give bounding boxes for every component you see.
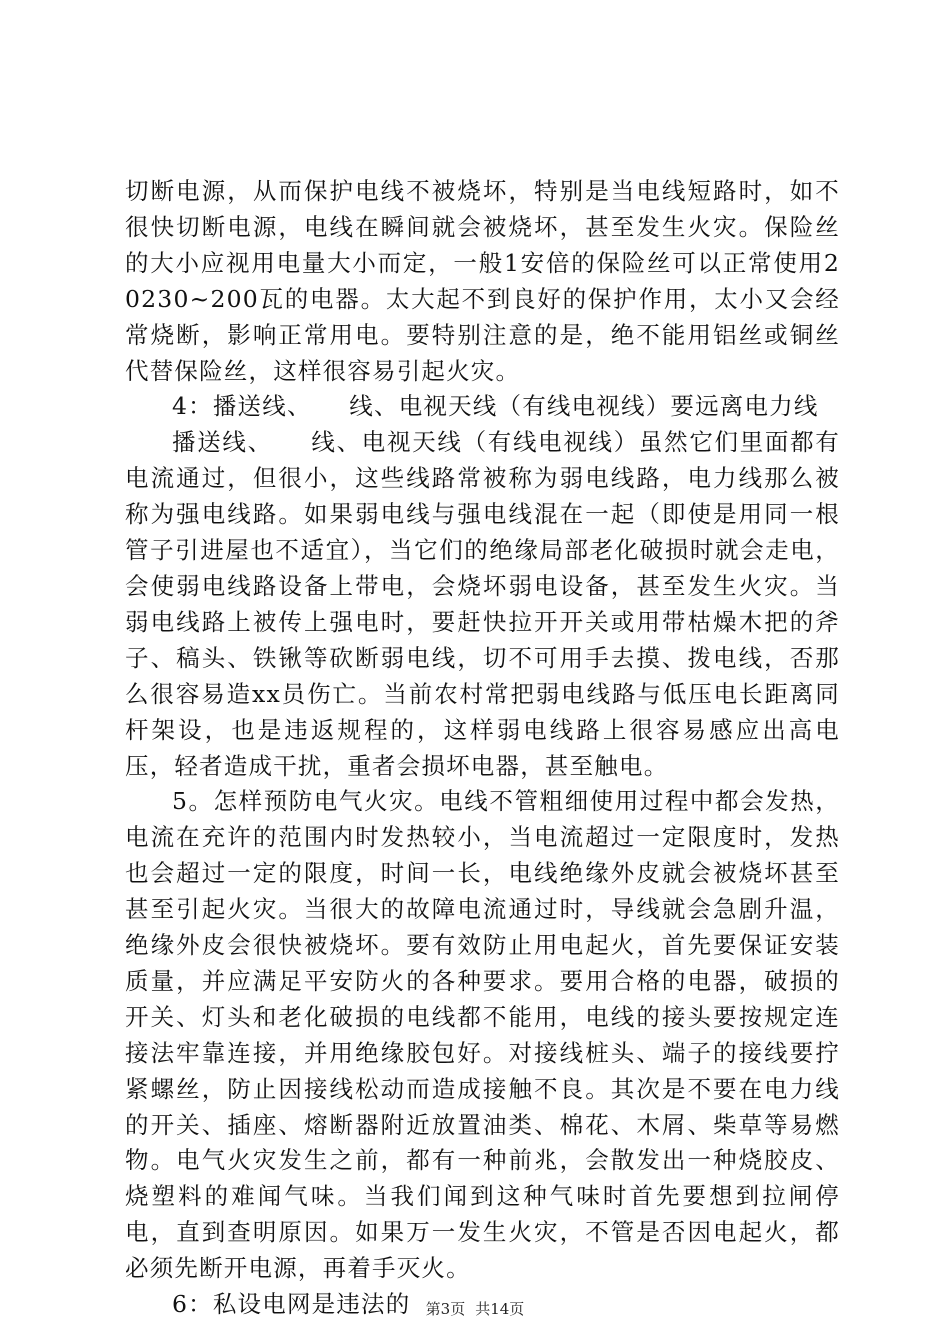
page-footer	[0, 1299, 950, 1319]
heading-item-4-weak-current-lines: 4：播送线、 线、电视天线（有线电视线）要远离电力线	[172, 392, 819, 421]
paragraph-continued-fuse-note: 切断电源，从而保护电线不被烧坏，特别是当电线短路时，如不很快切断电源，电线在瞬间就会被烧坏，甚至发生火灾。保险丝的大小应视用电量大小而定，一般1安倍的保险丝可以正常使用20230~200瓦的电器。太大起不到良好的保护作用，太小又会经常烧断，影响正常用电。要特别注意的是，绝不能用铝丝或铜丝代替保险丝，这样很容易引起火灾。	[125, 177, 840, 385]
page-total: 共14页	[475, 1300, 525, 1318]
paragraph-weak-vs-strong-lines: 播送线、 线、电视天线（有线电视线）虽然它们里面都有电流通过，但很小，这些线路常被称为弱电线路，电力线那么被称为强电线路。如果弱电线与强电线混在一起（即使是用同一根管子引进屋也不适宜），当它们的绝缘局部老化破损时就会走电，会使弱电线路设备上带电，会烧坏弱电设备，甚至发生火灾。当弱电线路上被传上强电时，要赶快拉开开关或用带枯燥木把的斧子、稿头、铁锹等砍断弱电线，切不可用手去摸、拨电线，否那么很容易造xx员伤亡。当前农村常把弱电线路与低压电长距离同杆架设，也是违返规程的，这样弱电线路上很容易感应出高电压，轻者造成干扰，重者会损坏电器，甚至触电。	[125, 428, 840, 780]
page-number: 第3页	[425, 1300, 466, 1318]
paragraph-item-5-fire-prevention: 5。怎样预防电气火灾。电线不管粗细使用过程中都会发热，电流在充许的范围内时发热较小，当电流超过一定限度时，发热也会超过一定的限度，时间一长，电线绝缘外皮就会被烧坏甚至甚至引起火灾。当很大的故障电流通过时，导线就会急剧升温，绝缘外皮会很快被烧坏。要有效防止用电起火，首先要保证安装质量，并应满足平安防火的各种要求。要用合格的电器，破损的开关、灯头和老化破损的电线都不能用，电线的接头要按规定连接法牢靠连接，并用绝缘胶包好。对接线桩头、端子的接线要拧紧螺丝，防止因接线松动而造成接触不良。其次是不要在电力线的开关、插座、熔断器附近放置油类、棉花、木屑、柴草等易燃物。电气火灾发生之前，都有一种前兆，会散发出一种烧胶皮、烧塑料的难闻气味。当我们闻到这种气味时首先要想到拉闸停电，直到查明原因。如果万一发生火灾，不管是否因电起火，都必须先断开电源，再着手灭火。	[125, 787, 840, 1283]
document-body	[125, 174, 840, 1323]
heading-item-6-illegal-grid: 6：私设电网是违法的	[172, 1290, 411, 1319]
